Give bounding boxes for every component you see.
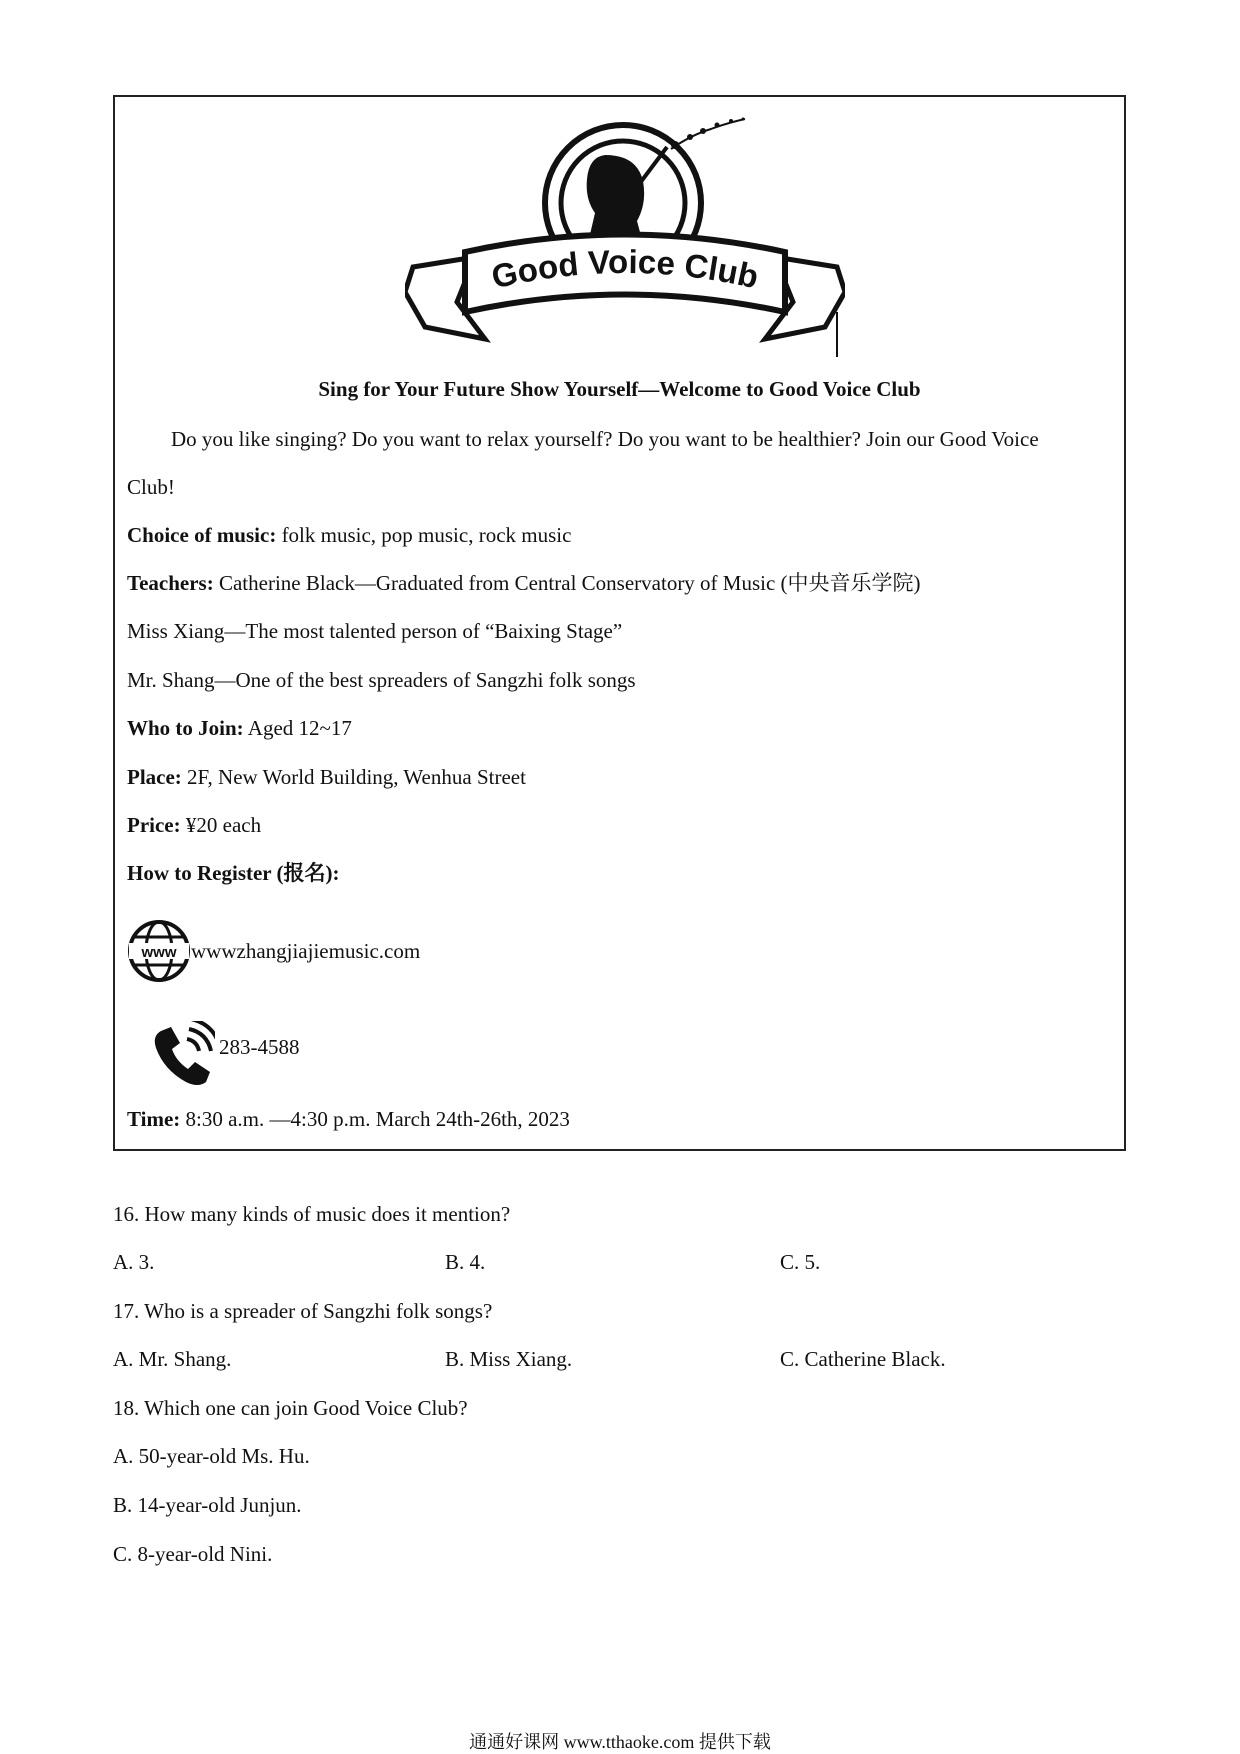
question-16-option-a: A. 3. [113, 1250, 155, 1274]
music-choice-label: Choice of music: [127, 523, 277, 547]
club-advertisement [113, 95, 1126, 1151]
page-footer: 通通好课网 www.tthaoke.com 提供下载 [469, 1732, 771, 1752]
logo-text: Good Voice Club [488, 242, 762, 296]
question-16-option-b: B. 4. [445, 1250, 486, 1274]
question-18-option-b: B. 14-year-old Junjun. [113, 1493, 302, 1517]
who-to-join-row [127, 714, 352, 742]
question-17-option-b: B. Miss Xiang. [445, 1347, 573, 1371]
teachers-row [127, 569, 921, 597]
register-label: How to Register (报名): [127, 861, 340, 885]
time-value: 8:30 a.m. —4:30 p.m. March 24th-26th, 2023 [180, 1107, 570, 1131]
time-label: Time: [127, 1107, 181, 1131]
place-row [127, 763, 526, 791]
teacher-catherine: Catherine Black—Graduated from Central Conservatory of Music (中央音乐学院) [213, 571, 921, 595]
teacher-shang: Mr. Shang—One of the best spreaders of Sangzhi folk songs [127, 668, 636, 692]
place-value: 2F, New World Building, Wenhua Street [181, 765, 526, 789]
good-voice-club-logo [405, 117, 845, 357]
website-text: wwwzhangjiajiemusic.com [191, 939, 421, 963]
price-value: ¥20 each [180, 813, 262, 837]
question-18-stem: 18. Which one can join Good Voice Club? [113, 1396, 468, 1420]
intro-text-line1: Do you like singing? Do you want to relax yourself? Do you want to be healthier? Join our Good Voice [171, 427, 1039, 451]
music-choice-row [127, 521, 571, 549]
teacher-xiang: Miss Xiang—The most talented person of “Baixing Stage” [127, 619, 623, 643]
question-17-option-a: A. Mr. Shang. [113, 1347, 232, 1371]
time-row [127, 1105, 570, 1133]
ad-headline: Sing for Your Future Show Yourself—Welcome to Good Voice Club [318, 377, 921, 401]
who-to-join-label: Who to Join: [127, 716, 244, 740]
who-to-join-value: Aged 12~17 [243, 716, 352, 740]
intro-text-line2: Club! [127, 475, 175, 499]
globe-www-icon [127, 919, 191, 983]
phone-number: 283-4588 [219, 1035, 300, 1059]
place-label: Place: [127, 765, 182, 789]
music-choice-value: folk music, pop music, rock music [276, 523, 572, 547]
globe-icon-text: www [141, 944, 177, 961]
price-label: Price: [127, 813, 181, 837]
teachers-label: Teachers: [127, 571, 214, 595]
price-row [127, 811, 261, 839]
question-17-stem: 17. Who is a spreader of Sangzhi folk songs? [113, 1299, 493, 1323]
question-18-option-c: C. 8-year-old Nini. [113, 1542, 273, 1566]
phone-icon [149, 1021, 215, 1085]
question-18-option-a: A. 50-year-old Ms. Hu. [113, 1444, 310, 1468]
question-17-option-c: C. Catherine Black. [780, 1347, 946, 1371]
question-16-stem: 16. How many kinds of music does it mention? [113, 1202, 511, 1226]
question-16-option-c: C. 5. [780, 1250, 821, 1274]
